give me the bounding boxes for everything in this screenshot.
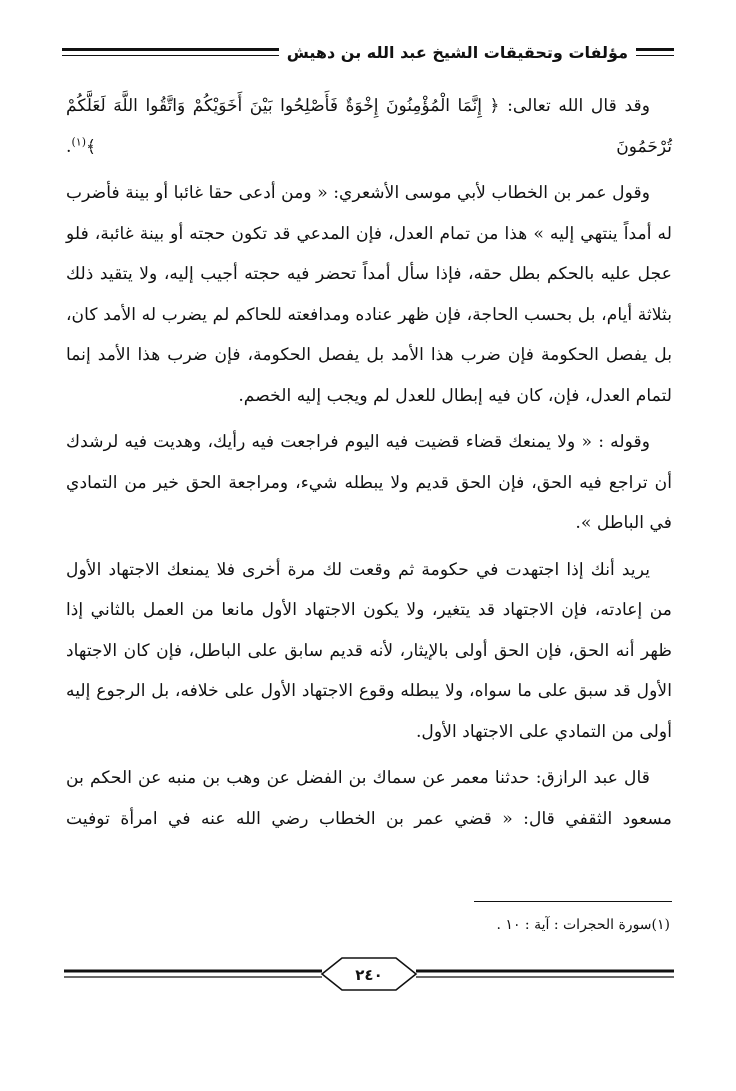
paragraph-intro: وقد قال الله تعالى: (499, 96, 651, 116)
header-title: مؤلفات وتحقيقات الشيخ عبد الله بن دهيش (286, 42, 628, 62)
quran-verse: ﴿ إِنَّمَا الْمُؤْمِنُونَ إِخْوَةٌ فَأَصْلِحُوا بَيْنَ أَخَوَيْكُمْ وَاتَّقُوا اللَّهَ لَعَلَّكُمْ تُرْحَمُونَ ﴾ (66, 96, 672, 157)
paragraph-abd-al-razzaq: قال عبد الرازق: حدثنا معمر عن سماك بن الفضل عن وهب بن منبه عن الحكم بن مسعود الثقفي قال: « قضي عمر بن الخطاب رضي الله عنه في امرأة توفيت (66, 768, 672, 829)
page-number: ٢٤٠ (355, 966, 383, 984)
header-rule-right (636, 48, 674, 56)
paragraph-umar-letter: وقول عمر بن الخطاب لأبي موسى الأشعري: « ومن أدعى حقا غائبا أو بينة فأضرب له أمداً ينتهي إليه » هذا من تمام العدل، فإن المدعي قد تكون حجته أو بينة غائبة، فلو عجل عليه بالحكم بطل حقه، فإذا سأل أمداً تحضر فيه حجته أجيب إليه، ولا يتقيد ذلك بثلاثة أيام، بل بحسب الحاجة، فإن ظهر عناده ومدافعته للحاكم لم يضرب له الأمد كان، بل يفصل الحكومة فإن ضرب هذا الأمد بل يفصل الحكومة، فإن ضرب هذا الأمد إنما لتمام العدل، فإن، كان فيه إبطال للعدل لم ويجب إليه الخصم. (66, 183, 672, 406)
running-header (62, 40, 674, 64)
body-text (66, 86, 672, 839)
paragraph-qawluhu: وقوله : « ولا يمنعك قضاء قضيت فيه اليوم فراجعت فيه رأيك، وهديت فيه لرشدك أن تراجع فيه الحق، فإن الحق قديم ولا يبطله شيء، ومراجعة الحق خير من التمادي في الباطل ». (66, 432, 672, 533)
paragraph-end: . (66, 136, 72, 157)
footnote: (١)سورة الحجرات : آية : ١٠ . (496, 917, 670, 933)
paragraph-quran-verse (66, 86, 672, 167)
paragraph-ijtihad: يريد أنك إذا اجتهدت في حكومة ثم وقعت لك مرة أخرى فلا يمنعك الاجتهاد الأول من إعادته، فإن الاجتهاد قد يتغير، ولا يكون الاجتهاد الأول مانعا من العمل بالثاني إذا ظهر أنه الحق، فإن الحق أولى بالإيثار، لأنه قديم سابق على الباطل، فإن كان الاجتهاد الأول قد سبق على ما سواه، ولا يبطله وقوع الاجتهاد الأول على خلافه، بل الرجوع إليه أولى من التمادي على الاجتهاد الأول. (66, 559, 672, 742)
page-footer (64, 955, 674, 997)
footnote-reference: (١) (71, 134, 86, 148)
footnote-separator (474, 901, 672, 902)
header-rule-left (62, 48, 279, 56)
